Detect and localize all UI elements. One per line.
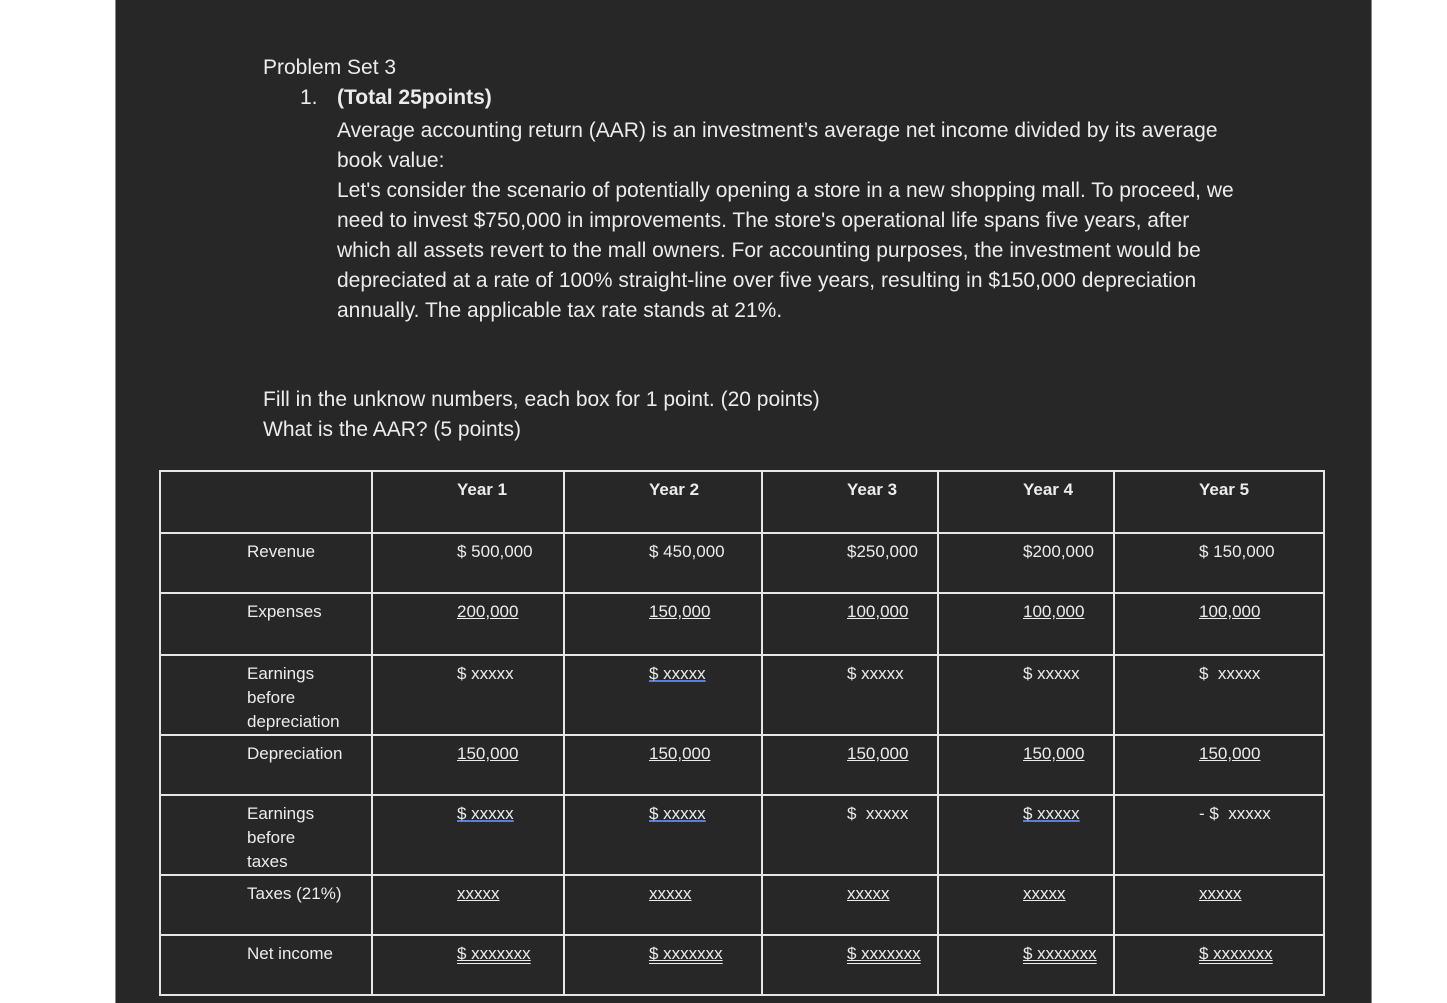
paragraph-scenario: Let's consider the scenario of potentially opening a store in a new shopping mall. To proceed, we need to invest $750,000 in improvements. The store's operational life spans five years, after which all assets revert to the mall owners. For accounting purposes, the investment would be depreciated at a rate of 100% straight-line over five years, resulting in $150,000 depreciation annually. The applicable tax rate stands at 21%. — [337, 179, 1234, 322]
ebt-year-4: $ xxxxx — [1023, 804, 1080, 823]
table-row-earnings-before-taxes — [160, 795, 1324, 875]
depreciation-year-5: 150,000 — [1199, 744, 1261, 763]
table-row-earnings-before-depreciation — [160, 655, 1324, 735]
net-income-year-2: $ xxxxxxx — [649, 944, 723, 963]
net-income-year-3: $ xxxxxxx — [847, 944, 921, 963]
header-empty-cell — [160, 471, 372, 533]
header-year-3: Year 3 — [762, 471, 938, 533]
row-label: Expenses — [160, 593, 372, 655]
header-year-4: Year 4 — [938, 471, 1114, 533]
net-income-year-1: $ xxxxxxx — [457, 944, 531, 963]
expenses-year-3: 100,000 — [847, 602, 909, 621]
expenses-year-5: 100,000 — [1199, 602, 1261, 621]
depreciation-year-2: 150,000 — [649, 744, 711, 763]
table-row-net-income — [160, 935, 1324, 995]
instruction-fill-in: Fill in the unknow numbers, each box for 1 point. (20 points) — [263, 388, 820, 411]
header-year-1: Year 1 — [372, 471, 564, 533]
depreciation-year-3: 150,000 — [847, 744, 909, 763]
revenue-year-1: $ 500,000 — [457, 542, 533, 561]
question-number: 1. — [300, 86, 318, 109]
table-row-expenses — [160, 593, 1324, 655]
revenue-year-4: $200,000 — [1023, 542, 1094, 561]
ebt-year-3: $ xxxxx — [847, 804, 909, 823]
taxes-year-3: xxxxx — [847, 884, 890, 903]
ebd-year-2: $ xxxxx — [649, 664, 706, 683]
ebt-year-2: $ xxxxx — [649, 804, 706, 823]
expenses-year-1: 200,000 — [457, 602, 519, 621]
document-page — [115, 0, 1372, 1003]
expenses-year-2: 150,000 — [649, 602, 711, 621]
revenue-year-2: $ 450,000 — [649, 542, 725, 561]
taxes-year-4: xxxxx — [1023, 884, 1066, 903]
revenue-year-3: $250,000 — [847, 542, 918, 561]
row-label: Revenue — [160, 533, 372, 593]
expenses-year-4: 100,000 — [1023, 602, 1085, 621]
table-header-row — [160, 471, 1324, 533]
instruction-aar: What is the AAR? (5 points) — [263, 418, 521, 441]
ebd-year-5: $ xxxxx — [1199, 664, 1261, 683]
header-year-2: Year 2 — [564, 471, 762, 533]
question-heading: (Total 25points) — [337, 86, 492, 109]
header-year-5: Year 5 — [1114, 471, 1324, 533]
net-income-year-4: $ xxxxxxx — [1023, 944, 1097, 963]
ebt-year-5: - $ xxxxx — [1199, 804, 1271, 823]
depreciation-year-1: 150,000 — [457, 744, 519, 763]
row-label: Taxes (21%) — [160, 875, 372, 935]
ebd-year-3: $ xxxxx — [847, 664, 904, 683]
row-label: Earnings before taxes — [160, 795, 372, 875]
aar-table — [159, 470, 1325, 996]
ebd-year-4: $ xxxxx — [1023, 664, 1080, 683]
revenue-year-5: $ 150,000 — [1199, 542, 1275, 561]
taxes-year-1: xxxxx — [457, 884, 500, 903]
page-title: Problem Set 3 — [263, 56, 397, 79]
table-row-revenue — [160, 533, 1324, 593]
table-row-taxes — [160, 875, 1324, 935]
paragraph-aar-definition: Average accounting return (AAR) is an investment’s average net income divided by its average book value: — [337, 119, 1218, 172]
row-label: Earnings before depreciation — [160, 655, 372, 735]
net-income-year-5: $ xxxxxxx — [1199, 944, 1273, 963]
ebd-year-1: $ xxxxx — [457, 664, 514, 683]
row-label: Depreciation — [160, 735, 372, 795]
question-body — [337, 116, 1237, 326]
taxes-year-2: xxxxx — [649, 884, 692, 903]
taxes-year-5: xxxxx — [1199, 884, 1242, 903]
ebt-year-1: $ xxxxx — [457, 804, 514, 823]
table-row-depreciation — [160, 735, 1324, 795]
row-label: Net income — [160, 935, 372, 995]
depreciation-year-4: 150,000 — [1023, 744, 1085, 763]
